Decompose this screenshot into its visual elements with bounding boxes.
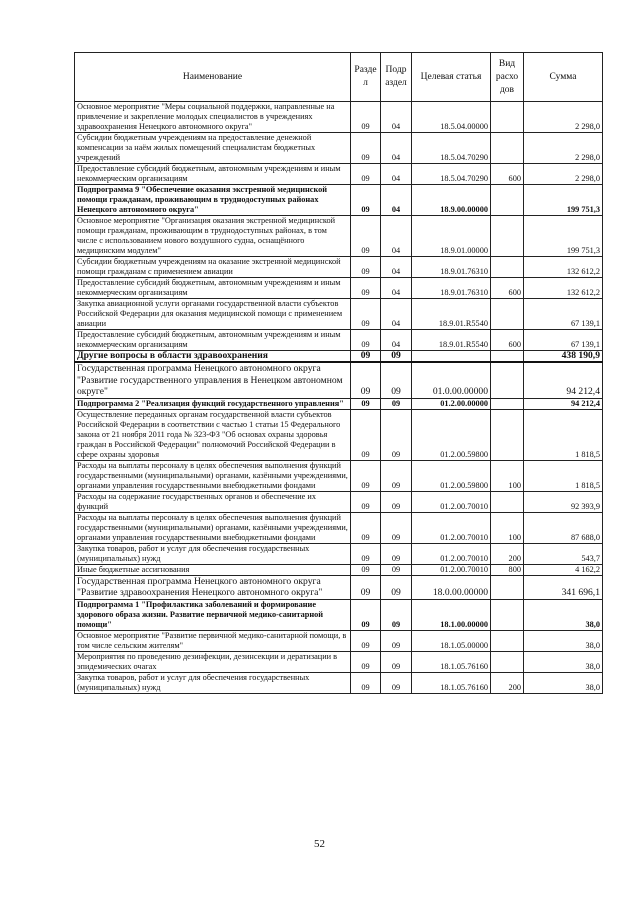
header-article: Целевая статья xyxy=(412,53,491,102)
cell-expense-type xyxy=(491,102,524,133)
cell-sum: 438 190,9 xyxy=(524,351,603,363)
table-row xyxy=(75,575,603,599)
cell-subsection: 09 xyxy=(381,398,412,409)
table-row xyxy=(75,460,603,491)
table-row xyxy=(75,398,603,409)
cell-section: 09 xyxy=(351,299,381,330)
budget-table xyxy=(74,52,603,694)
cell-sum: 92 393,9 xyxy=(524,491,603,512)
cell-article: 18.1.05.76160 xyxy=(412,672,491,693)
table-row xyxy=(75,102,603,133)
cell-article: 18.9.00.00000 xyxy=(412,185,491,216)
header-section: Разде л xyxy=(351,53,381,102)
cell-section: 09 xyxy=(351,185,381,216)
cell-sum: 132 612,2 xyxy=(524,278,603,299)
cell-subsection: 04 xyxy=(381,299,412,330)
cell-section: 09 xyxy=(351,564,381,575)
cell-subsection: 04 xyxy=(381,216,412,257)
cell-sum: 199 751,3 xyxy=(524,185,603,216)
cell-section: 09 xyxy=(351,543,381,564)
cell-name: Основное мероприятие "Меры социальной поддержки, направленные на привлечение и закрепление молодых специалистов в учреждениях здравоохранения Ненецкого автономного округа" xyxy=(75,102,351,133)
table-row xyxy=(75,599,603,630)
cell-expense-type xyxy=(491,299,524,330)
table-row xyxy=(75,133,603,164)
cell-section: 09 xyxy=(351,398,381,409)
cell-subsection: 04 xyxy=(381,102,412,133)
cell-subsection: 09 xyxy=(381,672,412,693)
budget-table-sheet xyxy=(74,52,602,694)
cell-subsection: 09 xyxy=(381,491,412,512)
cell-name: Закупка товаров, работ и услуг для обеспечения государственных (муниципальных) нужд xyxy=(75,672,351,693)
cell-expense-type: 600 xyxy=(491,330,524,351)
cell-subsection: 09 xyxy=(381,575,412,599)
cell-article: 18.5.04.00000 xyxy=(412,102,491,133)
cell-subsection: 04 xyxy=(381,133,412,164)
cell-expense-type: 600 xyxy=(491,164,524,185)
cell-expense-type xyxy=(491,630,524,651)
cell-subsection: 09 xyxy=(381,543,412,564)
table-row xyxy=(75,278,603,299)
cell-sum: 67 139,1 xyxy=(524,299,603,330)
cell-sum: 4 162,2 xyxy=(524,564,603,575)
cell-sum: 67 139,1 xyxy=(524,330,603,351)
cell-name: Другие вопросы в области здравоохранения xyxy=(75,351,351,363)
table-row xyxy=(75,362,603,398)
table-row xyxy=(75,630,603,651)
cell-article: 01.2.00.59800 xyxy=(412,409,491,460)
cell-name: Субсидии бюджетным учреждениям на предоставление денежной компенсации за наём жилых помещений специалистам бюджетных учреждений xyxy=(75,133,351,164)
cell-name: Предоставление субсидий бюджетным, автономным учреждениям и иным некоммерческим организациям xyxy=(75,164,351,185)
cell-article: 01.2.00.70010 xyxy=(412,543,491,564)
cell-section: 09 xyxy=(351,164,381,185)
cell-expense-type xyxy=(491,351,524,363)
cell-section: 09 xyxy=(351,257,381,278)
cell-section: 09 xyxy=(351,330,381,351)
cell-name: Государственная программа Ненецкого автономного округа "Развитие государственного управления в Ненецком автономном округе" xyxy=(75,362,351,398)
header-name: Наименование xyxy=(75,53,351,102)
cell-section: 09 xyxy=(351,409,381,460)
cell-name: Основное мероприятие "Развитие первичной медико-санитарной помощи, в том числе сельским жителям" xyxy=(75,630,351,651)
cell-sum: 543,7 xyxy=(524,543,603,564)
cell-name: Подпрограмма 9 "Обеспечение оказания экстренной медицинской помощи гражданам, проживающим в труднодоступных районах Ненецкого автономного округа" xyxy=(75,185,351,216)
cell-subsection: 09 xyxy=(381,351,412,363)
cell-name: Расходы на выплаты персоналу в целях обеспечения выполнения функций государственными (муниципальными) органами, казёнными учреждениями, органами управления государственными внебюджетными фондами xyxy=(75,512,351,543)
table-header-row xyxy=(75,53,603,102)
cell-subsection: 09 xyxy=(381,512,412,543)
cell-name: Основное мероприятие "Организация оказания экстренной медицинской помощи гражданам, проживающим в труднодоступных районах, в том числе с использованием нового воздушного судна, оснащённого медицинским модулем" xyxy=(75,216,351,257)
table-row xyxy=(75,564,603,575)
cell-section: 09 xyxy=(351,216,381,257)
cell-expense-type xyxy=(491,575,524,599)
cell-section: 09 xyxy=(351,599,381,630)
cell-subsection: 09 xyxy=(381,630,412,651)
cell-article: 18.1.05.76160 xyxy=(412,651,491,672)
cell-subsection: 04 xyxy=(381,257,412,278)
cell-section: 09 xyxy=(351,491,381,512)
cell-article: 01.2.00.70010 xyxy=(412,564,491,575)
cell-name: Предоставление субсидий бюджетным, автономным учреждениям и иным некоммерческим организациям xyxy=(75,278,351,299)
cell-sum: 38,0 xyxy=(524,651,603,672)
cell-section: 09 xyxy=(351,630,381,651)
cell-sum: 87 688,0 xyxy=(524,512,603,543)
cell-subsection: 04 xyxy=(381,278,412,299)
cell-article: 18.1.05.00000 xyxy=(412,630,491,651)
table-row xyxy=(75,512,603,543)
cell-article: 18.1.00.00000 xyxy=(412,599,491,630)
cell-expense-type: 200 xyxy=(491,672,524,693)
cell-subsection: 09 xyxy=(381,599,412,630)
cell-section: 09 xyxy=(351,575,381,599)
cell-section: 09 xyxy=(351,460,381,491)
cell-section: 09 xyxy=(351,351,381,363)
table-row xyxy=(75,216,603,257)
cell-article: 18.9.01.R5540 xyxy=(412,330,491,351)
cell-sum: 1 818,5 xyxy=(524,409,603,460)
cell-article: 01.2.00.70010 xyxy=(412,512,491,543)
cell-section: 09 xyxy=(351,362,381,398)
cell-section: 09 xyxy=(351,133,381,164)
table-row xyxy=(75,299,603,330)
cell-expense-type xyxy=(491,651,524,672)
cell-sum: 341 696,1 xyxy=(524,575,603,599)
cell-name: Расходы на содержание государственных органов и обеспечение их функций xyxy=(75,491,351,512)
cell-name: Государственная программа Ненецкого автономного округа "Развитие здравоохранения Ненецкого автономного округа" xyxy=(75,575,351,599)
cell-name: Закупка авиационной услуги органами государственной власти субъектов Российской Федерации для оказания медицинской помощи с применением авиации xyxy=(75,299,351,330)
header-subsection: Подр аздел xyxy=(381,53,412,102)
table-row xyxy=(75,543,603,564)
page-number: 52 xyxy=(314,838,325,850)
cell-article: 01.0.00.00000 xyxy=(412,362,491,398)
cell-sum: 94 212,4 xyxy=(524,398,603,409)
cell-subsection: 09 xyxy=(381,409,412,460)
cell-subsection: 09 xyxy=(381,460,412,491)
cell-expense-type xyxy=(491,398,524,409)
cell-sum: 38,0 xyxy=(524,599,603,630)
cell-name: Мероприятия по проведению дезинфекции, дезинсекции и дератизации в эпидемических очагах xyxy=(75,651,351,672)
cell-article: 01.2.00.59800 xyxy=(412,460,491,491)
table-row xyxy=(75,651,603,672)
table-row xyxy=(75,672,603,693)
cell-article: 01.2.00.70010 xyxy=(412,491,491,512)
cell-expense-type xyxy=(491,133,524,164)
cell-expense-type xyxy=(491,257,524,278)
cell-subsection: 09 xyxy=(381,564,412,575)
cell-article: 18.9.01.76310 xyxy=(412,257,491,278)
cell-name: Закупка товаров, работ и услуг для обеспечения государственных (муниципальных) нужд xyxy=(75,543,351,564)
cell-name: Предоставление субсидий бюджетным, автономным учреждениям и иным некоммерческим организациям xyxy=(75,330,351,351)
cell-article: 18.5.04.70290 xyxy=(412,164,491,185)
cell-name: Подпрограмма 1 "Профилактика заболеваний и формирование здорового образа жизни. Развитие первичной медико-санитарной помощи" xyxy=(75,599,351,630)
cell-name: Осуществление переданных органам государственной власти субъектов Российской Федерации в соответствии с частью 1 статьи 15 Федерального закона от 21 ноября 2011 года № 323-ФЗ "Об основах охраны здоровья граждан в Российской Федерации" полномочий Российской Федерации в сфере охраны здоровья xyxy=(75,409,351,460)
table-row xyxy=(75,164,603,185)
cell-expense-type xyxy=(491,362,524,398)
header-expense-type: Вид расхо дов xyxy=(491,53,524,102)
cell-sum: 38,0 xyxy=(524,630,603,651)
cell-article: 18.9.01.76310 xyxy=(412,278,491,299)
header-sum: Сумма xyxy=(524,53,603,102)
table-row xyxy=(75,257,603,278)
table-body xyxy=(75,102,603,694)
cell-article: 18.9.01.R5540 xyxy=(412,299,491,330)
cell-subsection: 04 xyxy=(381,185,412,216)
cell-subsection: 09 xyxy=(381,362,412,398)
cell-subsection: 04 xyxy=(381,164,412,185)
cell-sum: 132 612,2 xyxy=(524,257,603,278)
cell-sum: 1 818,5 xyxy=(524,460,603,491)
table-row xyxy=(75,330,603,351)
cell-section: 09 xyxy=(351,672,381,693)
cell-section: 09 xyxy=(351,512,381,543)
cell-section: 09 xyxy=(351,102,381,133)
cell-expense-type: 200 xyxy=(491,543,524,564)
cell-expense-type xyxy=(491,599,524,630)
cell-subsection: 09 xyxy=(381,651,412,672)
cell-article xyxy=(412,351,491,363)
table-row xyxy=(75,409,603,460)
cell-sum: 38,0 xyxy=(524,672,603,693)
cell-expense-type xyxy=(491,409,524,460)
cell-expense-type: 100 xyxy=(491,460,524,491)
cell-expense-type xyxy=(491,185,524,216)
cell-expense-type: 600 xyxy=(491,278,524,299)
cell-sum: 2 298,0 xyxy=(524,164,603,185)
cell-name: Подпрограмма 2 "Реализация функций государственного управления" xyxy=(75,398,351,409)
cell-sum: 2 298,0 xyxy=(524,102,603,133)
cell-name: Иные бюджетные ассигнования xyxy=(75,564,351,575)
cell-section: 09 xyxy=(351,278,381,299)
cell-article: 18.5.04.70290 xyxy=(412,133,491,164)
cell-subsection: 04 xyxy=(381,330,412,351)
cell-expense-type xyxy=(491,491,524,512)
cell-article: 01.2.00.00000 xyxy=(412,398,491,409)
cell-name: Субсидии бюджетным учреждениям на оказание экстренной медицинской помощи гражданам с применением авиации xyxy=(75,257,351,278)
cell-sum: 2 298,0 xyxy=(524,133,603,164)
cell-article: 18.0.00.00000 xyxy=(412,575,491,599)
cell-expense-type: 100 xyxy=(491,512,524,543)
cell-article: 18.9.01.00000 xyxy=(412,216,491,257)
cell-sum: 94 212,4 xyxy=(524,362,603,398)
cell-expense-type: 800 xyxy=(491,564,524,575)
cell-sum: 199 751,3 xyxy=(524,216,603,257)
cell-section: 09 xyxy=(351,651,381,672)
table-row xyxy=(75,351,603,363)
table-row xyxy=(75,491,603,512)
cell-expense-type xyxy=(491,216,524,257)
table-row xyxy=(75,185,603,216)
cell-name: Расходы на выплаты персоналу в целях обеспечения выполнения функций государственными (муниципальными) органами, казёнными учреждениями, органами управления государственными внебюджетными фондами xyxy=(75,460,351,491)
